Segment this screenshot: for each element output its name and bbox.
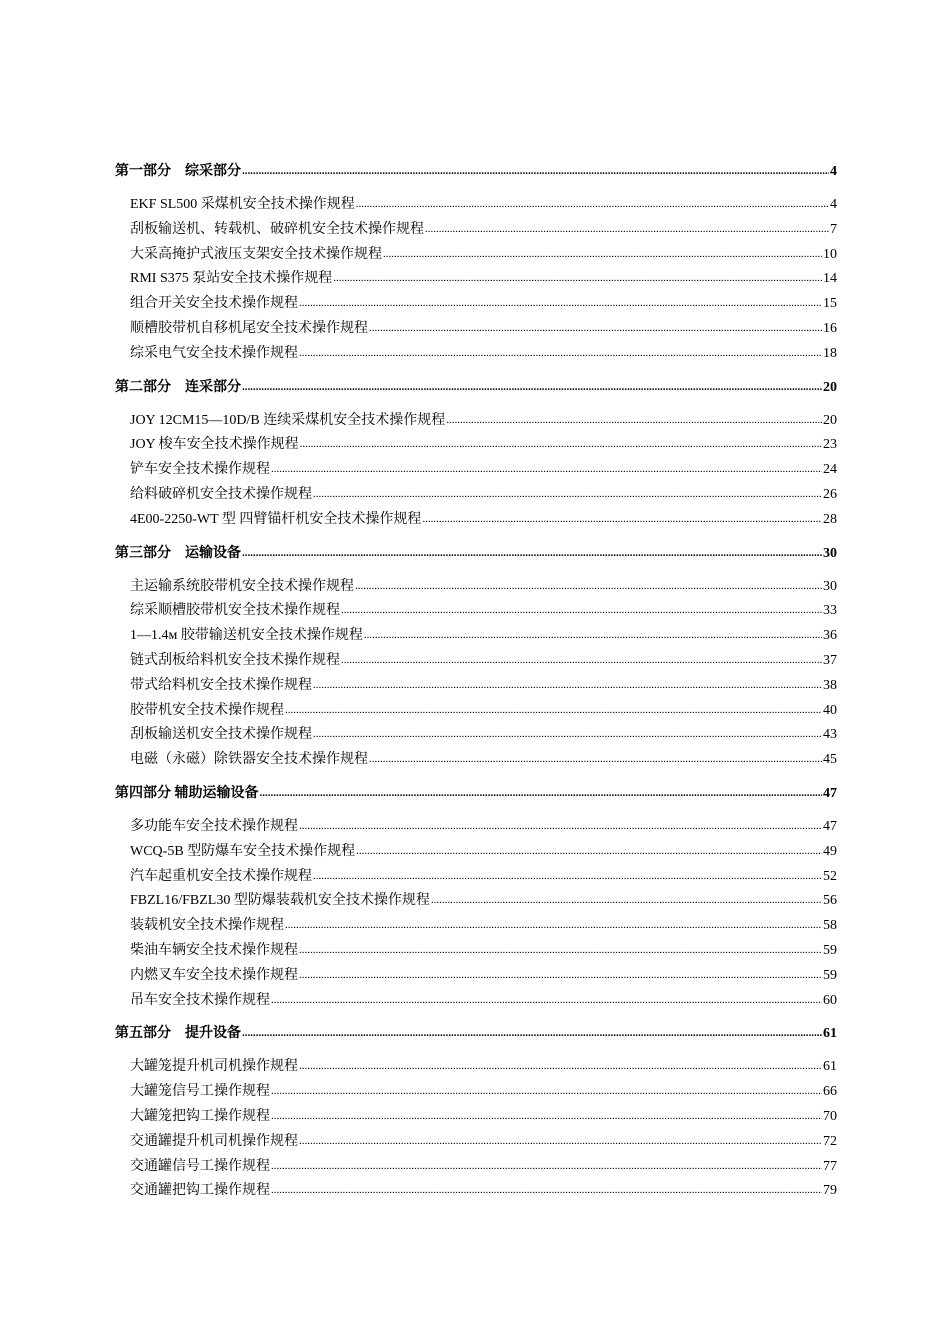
dot-leader xyxy=(271,1104,822,1129)
toc-entry-title: 大采高掩护式液压支架安全技术操作规程 xyxy=(130,246,382,262)
dot-leader xyxy=(356,839,822,864)
dot-leader xyxy=(271,988,822,1013)
dot-leader xyxy=(299,1054,822,1079)
dot-leader xyxy=(299,963,822,988)
toc-page-number: 30 xyxy=(823,578,837,594)
toc-entry-title: RMI S375 泵站安全技术操作规程 xyxy=(130,271,333,287)
toc-entry-title: 给料破碎机安全技术操作规程 xyxy=(130,486,312,502)
toc-page-number: 28 xyxy=(823,511,837,527)
toc-page-number: 30 xyxy=(823,545,837,561)
toc-entry-title: 4E00-2250-WT 型 四臂锚杆机安全技术操作规程 xyxy=(130,511,422,527)
toc-entry[interactable] xyxy=(115,1080,837,1105)
toc-entry[interactable] xyxy=(115,575,837,600)
toc-page-number: 52 xyxy=(823,868,837,884)
toc-entry[interactable] xyxy=(115,317,837,342)
toc-entry-title: 装载机安全技术操作规程 xyxy=(130,918,284,934)
dot-leader xyxy=(446,408,822,433)
toc-entry-title: 链式刮板给料机安全技术操作规程 xyxy=(130,652,340,668)
dot-leader xyxy=(383,242,822,267)
dot-leader xyxy=(299,938,822,963)
toc-entry-title: 柴油车辆安全技术操作规程 xyxy=(130,942,298,958)
toc-page-number: 47 xyxy=(823,818,837,834)
toc-entry[interactable] xyxy=(115,865,837,890)
toc-entry-title: EKF SL500 采煤机安全技术操作规程 xyxy=(130,197,355,212)
toc-entry[interactable] xyxy=(115,914,837,939)
dot-leader xyxy=(333,266,822,291)
toc-page-number: 14 xyxy=(823,271,837,287)
toc-entry-title: 铲车安全技术操作规程 xyxy=(130,462,270,478)
toc-entry[interactable] xyxy=(115,674,837,699)
toc-entry-title: 刮板输送机安全技术操作规程 xyxy=(130,727,312,743)
dot-leader xyxy=(369,747,822,772)
toc-part-heading[interactable] xyxy=(115,541,837,567)
toc-entry-title: 综采顺槽胶带机安全技术操作规程 xyxy=(130,603,340,619)
toc-page-number: 45 xyxy=(823,752,837,768)
toc-entry-title: 组合开关安全技术操作规程 xyxy=(130,296,298,312)
toc-entry[interactable] xyxy=(115,815,837,840)
toc-entry-title: 主运输系统胶带机安全技术操作规程 xyxy=(130,578,354,594)
toc-entry[interactable] xyxy=(115,292,837,317)
toc-entry-title: 第五部分 提升设备 xyxy=(115,1026,241,1042)
dot-leader xyxy=(422,507,822,532)
toc-page-number: 4 xyxy=(830,197,837,212)
toc-entry-title: 顺槽胶带机自移机尾安全技术操作规程 xyxy=(130,320,368,336)
dot-leader xyxy=(242,540,822,566)
toc-entry-title: 刮板输送机、转载机、破碎机安全技术操作规程 xyxy=(130,221,424,237)
toc-page-number: 77 xyxy=(823,1158,837,1174)
dot-leader xyxy=(355,574,822,599)
toc-entry[interactable] xyxy=(115,433,837,458)
toc-entry-title: 综采电气安全技术操作规程 xyxy=(130,345,298,361)
toc-entry[interactable] xyxy=(115,624,837,649)
toc-entry-title: FBZL16/FBZL30 型防爆装载机安全技术操作规程 xyxy=(130,893,430,909)
toc-entry-title: 多功能车安全技术操作规程 xyxy=(130,818,298,834)
toc-entry[interactable] xyxy=(115,989,837,1014)
dot-leader xyxy=(271,1079,822,1104)
dot-leader xyxy=(369,316,822,341)
dot-leader xyxy=(271,457,822,482)
toc-entry[interactable] xyxy=(115,1179,837,1204)
toc-page-number: 49 xyxy=(823,843,837,859)
toc-entry[interactable] xyxy=(115,483,837,508)
table-of-contents xyxy=(115,159,837,1204)
toc-entry-title: 第三部分 运输设备 xyxy=(115,545,241,561)
toc-entry[interactable] xyxy=(115,699,837,724)
toc-part-heading[interactable] xyxy=(115,159,837,185)
toc-entry[interactable] xyxy=(115,840,837,865)
toc-entry-title: 内燃叉车安全技术操作规程 xyxy=(130,967,298,983)
toc-entry-title: 大罐笼把钩工操作规程 xyxy=(130,1108,270,1124)
toc-page-number: 43 xyxy=(823,727,837,743)
toc-entry-title: JOY 梭车安全技术操作规程 xyxy=(130,437,299,453)
toc-entry[interactable] xyxy=(115,599,837,624)
toc-entry-title: 交通罐把钩工操作规程 xyxy=(130,1183,270,1199)
toc-page-number: 79 xyxy=(823,1183,837,1199)
toc-entry[interactable] xyxy=(115,889,837,914)
toc-page-number: 56 xyxy=(823,893,837,909)
dot-leader xyxy=(299,814,822,839)
toc-entry[interactable] xyxy=(115,508,837,533)
toc-entry-title: 带式给料机安全技术操作规程 xyxy=(130,677,312,693)
toc-page-number: 36 xyxy=(823,628,837,644)
dot-leader xyxy=(299,291,822,316)
toc-entry[interactable] xyxy=(115,243,837,268)
toc-part-heading[interactable] xyxy=(115,375,837,401)
toc-entry-title: 吊车安全技术操作规程 xyxy=(130,992,270,1008)
toc-entry-title: 第四部分 辅助运输设备 xyxy=(115,785,259,801)
toc-page-number: 10 xyxy=(823,246,837,262)
toc-entry-title: 电磁（永磁）除铁器安全技术操作规程 xyxy=(130,752,368,768)
dot-leader xyxy=(260,780,823,806)
dot-leader xyxy=(356,192,829,217)
toc-page-number: 16 xyxy=(823,320,837,336)
toc-page-number: 47 xyxy=(823,785,837,801)
toc-entry-title: 胶带机安全技术操作规程 xyxy=(130,702,284,718)
dot-leader xyxy=(242,158,829,184)
dot-leader xyxy=(313,482,822,507)
toc-entry[interactable] xyxy=(115,1055,837,1080)
dot-leader xyxy=(285,698,822,723)
toc-entry[interactable] xyxy=(115,1105,837,1130)
dot-leader xyxy=(341,598,822,623)
toc-page-number: 24 xyxy=(823,462,837,478)
dot-leader xyxy=(431,888,822,913)
toc-page-number: 37 xyxy=(823,652,837,668)
toc-entry[interactable] xyxy=(115,218,837,243)
toc-entry[interactable] xyxy=(115,1155,837,1180)
toc-page-number: 20 xyxy=(823,379,837,395)
toc-page-number: 7 xyxy=(830,221,837,237)
dot-leader xyxy=(242,1020,822,1046)
toc-page-number: 61 xyxy=(823,1059,837,1075)
dot-leader xyxy=(313,673,822,698)
toc-page-number: 72 xyxy=(823,1133,837,1149)
dot-leader xyxy=(425,217,829,242)
toc-entry-title: 汽车起重机安全技术操作规程 xyxy=(130,868,312,884)
toc-page-number: 60 xyxy=(823,992,837,1008)
toc-page-number: 59 xyxy=(823,967,837,983)
toc-entry[interactable] xyxy=(115,342,837,367)
toc-page-number: 61 xyxy=(823,1026,837,1042)
toc-entry-title: 大罐笼提升机司机操作规程 xyxy=(130,1059,298,1075)
dot-leader xyxy=(271,1154,822,1179)
toc-page-number: 40 xyxy=(823,702,837,718)
toc-entry[interactable] xyxy=(115,193,837,218)
dot-leader xyxy=(364,623,822,648)
toc-entry[interactable] xyxy=(115,723,837,748)
toc-page-number: 15 xyxy=(823,296,837,312)
toc-entry-title: 大罐笼信号工操作规程 xyxy=(130,1084,270,1100)
toc-entry-title: JOY 12CM15—10D/B 连续采煤机安全技术操作规程 xyxy=(130,412,446,428)
toc-page-number: 4 xyxy=(830,164,837,179)
toc-part-heading[interactable] xyxy=(115,1021,837,1047)
toc-entry[interactable] xyxy=(115,409,837,434)
dot-leader xyxy=(313,864,822,889)
toc-page-number: 33 xyxy=(823,603,837,619)
dot-leader xyxy=(299,1129,822,1154)
toc-entry[interactable] xyxy=(115,748,837,773)
toc-entry-title: 交通罐提升机司机操作规程 xyxy=(130,1133,298,1149)
dot-leader xyxy=(271,1178,822,1203)
toc-page-number: 26 xyxy=(823,486,837,502)
toc-page-number: 70 xyxy=(823,1108,837,1124)
toc-entry-title: 第一部分 综采部分 xyxy=(115,164,241,179)
toc-entry[interactable] xyxy=(115,458,837,483)
toc-entry[interactable] xyxy=(115,267,837,292)
toc-entry-title: 1—1.4м 胶带输送机安全技术操作规程 xyxy=(130,628,363,644)
dot-leader xyxy=(300,432,822,457)
toc-entry[interactable] xyxy=(115,939,837,964)
toc-page-number: 23 xyxy=(823,437,837,453)
toc-page-number: 66 xyxy=(823,1084,837,1100)
toc-page-number: 38 xyxy=(823,677,837,693)
toc-page-number: 20 xyxy=(823,412,837,428)
toc-entry-title: 交通罐信号工操作规程 xyxy=(130,1158,270,1174)
toc-entry-title: WCQ-5B 型防爆车安全技术操作规程 xyxy=(130,843,356,859)
toc-entry-title: 第二部分 连采部分 xyxy=(115,379,241,395)
dot-leader xyxy=(285,913,822,938)
dot-leader xyxy=(242,374,822,400)
toc-entry[interactable] xyxy=(115,649,837,674)
dot-leader xyxy=(299,341,822,366)
dot-leader xyxy=(313,722,822,747)
toc-page-number: 58 xyxy=(823,918,837,934)
toc-part-heading[interactable] xyxy=(115,781,837,807)
toc-entry[interactable] xyxy=(115,1130,837,1155)
toc-page-number: 59 xyxy=(823,942,837,958)
toc-page-number: 18 xyxy=(823,345,837,361)
toc-entry[interactable] xyxy=(115,964,837,989)
dot-leader xyxy=(341,648,822,673)
